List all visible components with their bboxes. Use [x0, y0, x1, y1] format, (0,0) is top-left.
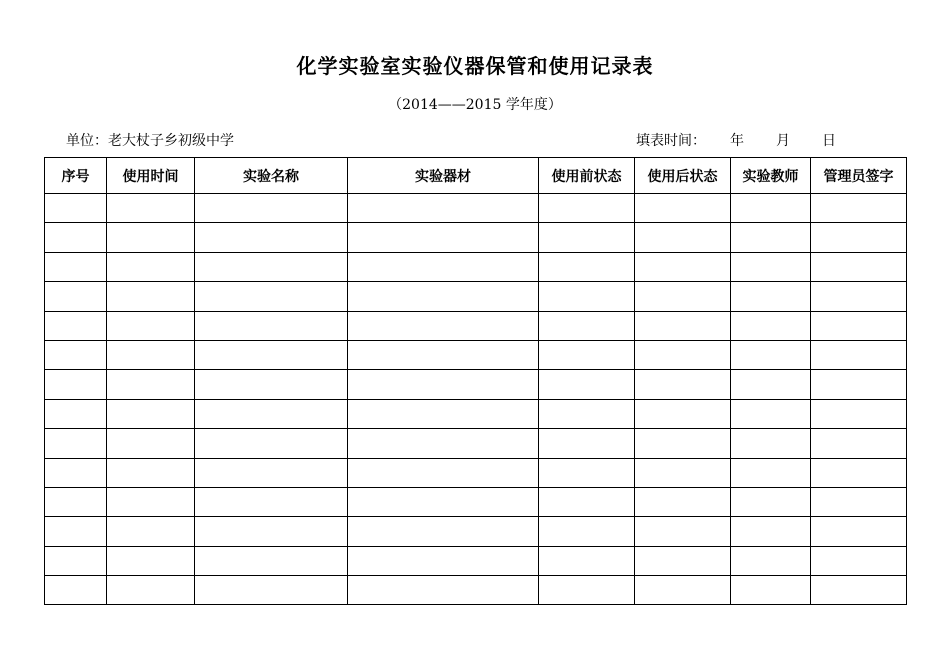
table-cell[interactable] [195, 487, 348, 516]
table-cell[interactable] [107, 487, 195, 516]
table-cell[interactable] [539, 282, 635, 311]
table-cell[interactable] [45, 429, 107, 458]
table-cell[interactable] [811, 252, 907, 281]
table-cell[interactable] [811, 517, 907, 546]
table-cell[interactable] [731, 370, 811, 399]
header-use-time: 使用时间 [107, 158, 195, 194]
table-cell[interactable] [539, 311, 635, 340]
table-cell[interactable] [539, 429, 635, 458]
table-cell[interactable] [731, 487, 811, 516]
table-cell[interactable] [539, 223, 635, 252]
table-cell[interactable] [731, 576, 811, 605]
table-cell[interactable] [107, 194, 195, 223]
header-teacher: 实验教师 [731, 158, 811, 194]
table-cell[interactable] [731, 429, 811, 458]
table-cell[interactable] [731, 252, 811, 281]
table-row [45, 282, 907, 311]
record-table [44, 157, 907, 605]
table-cell[interactable] [348, 311, 539, 340]
table-cell[interactable] [539, 458, 635, 487]
table-cell[interactable] [811, 458, 907, 487]
table-cell[interactable] [811, 311, 907, 340]
table-cell[interactable] [539, 252, 635, 281]
table-cell[interactable] [45, 252, 107, 281]
table-cell[interactable] [635, 487, 731, 516]
table-cell[interactable] [811, 340, 907, 369]
table-cell[interactable] [107, 311, 195, 340]
table-cell[interactable] [348, 517, 539, 546]
table-cell[interactable] [107, 223, 195, 252]
table-cell[interactable] [45, 311, 107, 340]
table-cell[interactable] [731, 458, 811, 487]
table-cell[interactable] [539, 399, 635, 428]
table-row [45, 458, 907, 487]
table-cell[interactable] [107, 340, 195, 369]
table-row [45, 487, 907, 516]
table-cell[interactable] [348, 340, 539, 369]
table-cell[interactable] [635, 340, 731, 369]
table-cell[interactable] [811, 429, 907, 458]
table-row [45, 311, 907, 340]
table-cell[interactable] [195, 517, 348, 546]
table-cell[interactable] [45, 517, 107, 546]
table-cell[interactable] [731, 399, 811, 428]
table-cell[interactable] [539, 370, 635, 399]
table-cell[interactable] [195, 311, 348, 340]
table-cell[interactable] [348, 458, 539, 487]
table-cell[interactable] [107, 546, 195, 575]
table-cell[interactable] [195, 252, 348, 281]
table-cell[interactable] [635, 546, 731, 575]
school-year: （2014——2015 学年度） [388, 97, 562, 113]
day-label: 日 [822, 133, 836, 149]
table-cell[interactable] [635, 399, 731, 428]
table-cell[interactable] [107, 576, 195, 605]
table-cell[interactable] [348, 487, 539, 516]
table-cell[interactable] [811, 194, 907, 223]
table-cell[interactable] [45, 458, 107, 487]
table-cell[interactable] [195, 429, 348, 458]
document-title: 化学实验室实验仪器保管和使用记录表 [296, 54, 654, 78]
table-cell[interactable] [45, 487, 107, 516]
table-cell[interactable] [731, 311, 811, 340]
table-cell[interactable] [348, 546, 539, 575]
table-row [45, 399, 907, 428]
table-cell[interactable] [348, 282, 539, 311]
table-cell[interactable] [811, 223, 907, 252]
header-admin-signature: 管理员签字 [811, 158, 907, 194]
table-cell[interactable] [107, 429, 195, 458]
table-cell[interactable] [195, 370, 348, 399]
table-cell[interactable] [195, 340, 348, 369]
table-row [45, 340, 907, 369]
table-cell[interactable] [635, 282, 731, 311]
unit-label: 单位：老大杖子乡初级中学 [66, 133, 234, 149]
table-cell[interactable] [731, 223, 811, 252]
table-cell[interactable] [731, 546, 811, 575]
table-cell[interactable] [45, 546, 107, 575]
table-cell[interactable] [45, 370, 107, 399]
table-cell[interactable] [195, 576, 348, 605]
table-cell[interactable] [635, 370, 731, 399]
table-cell[interactable] [195, 223, 348, 252]
table-cell[interactable] [635, 517, 731, 546]
table-cell[interactable] [811, 546, 907, 575]
table-cell[interactable] [731, 517, 811, 546]
table-cell[interactable] [811, 370, 907, 399]
table-cell[interactable] [731, 194, 811, 223]
table-cell[interactable] [635, 458, 731, 487]
table-cell[interactable] [635, 429, 731, 458]
table-cell[interactable] [348, 429, 539, 458]
header-equipment: 实验器材 [348, 158, 539, 194]
header-before-status: 使用前状态 [539, 158, 635, 194]
table-cell[interactable] [348, 223, 539, 252]
table-row [45, 194, 907, 223]
table-row [45, 223, 907, 252]
table-cell[interactable] [635, 311, 731, 340]
table-cell[interactable] [45, 194, 107, 223]
header-experiment-name: 实验名称 [195, 158, 348, 194]
table-row [45, 517, 907, 546]
header-after-status: 使用后状态 [635, 158, 731, 194]
table-cell[interactable] [107, 458, 195, 487]
month-label: 月 [776, 133, 790, 149]
table-cell[interactable] [635, 576, 731, 605]
fill-date-label: 填表时间： [636, 133, 706, 149]
table-cell[interactable] [107, 282, 195, 311]
table-cell[interactable] [45, 399, 107, 428]
table-cell[interactable] [811, 487, 907, 516]
table-cell[interactable] [635, 194, 731, 223]
table-cell[interactable] [348, 194, 539, 223]
table-cell[interactable] [195, 399, 348, 428]
table-cell[interactable] [195, 282, 348, 311]
table-cell[interactable] [348, 399, 539, 428]
table-cell[interactable] [45, 576, 107, 605]
year-label: 年 [730, 133, 744, 149]
table-cell[interactable] [539, 487, 635, 516]
table-cell[interactable] [45, 282, 107, 311]
table-cell[interactable] [195, 546, 348, 575]
table-cell[interactable] [348, 370, 539, 399]
table-cell[interactable] [348, 252, 539, 281]
table-cell[interactable] [731, 282, 811, 311]
table-cell[interactable] [811, 399, 907, 428]
table-cell[interactable] [195, 194, 348, 223]
table-cell[interactable] [731, 340, 811, 369]
table-cell[interactable] [107, 399, 195, 428]
table-row [45, 429, 907, 458]
table-cell[interactable] [539, 576, 635, 605]
table-row [45, 252, 907, 281]
header-row [45, 158, 907, 194]
fill-date [636, 130, 836, 150]
table-cell[interactable] [635, 223, 731, 252]
record-body [45, 194, 907, 605]
table-cell[interactable] [195, 458, 348, 487]
table-cell[interactable] [107, 517, 195, 546]
table-cell[interactable] [348, 576, 539, 605]
table-cell[interactable] [539, 194, 635, 223]
table-row [45, 546, 907, 575]
table-cell[interactable] [45, 223, 107, 252]
table-cell[interactable] [107, 370, 195, 399]
header-seq: 序号 [45, 158, 107, 194]
table-cell[interactable] [539, 517, 635, 546]
table-cell[interactable] [45, 340, 107, 369]
table-cell[interactable] [107, 252, 195, 281]
table-cell[interactable] [539, 546, 635, 575]
table-row [45, 576, 907, 605]
table-cell[interactable] [811, 282, 907, 311]
table-cell[interactable] [635, 252, 731, 281]
table-cell[interactable] [539, 340, 635, 369]
table-cell[interactable] [811, 576, 907, 605]
table-row [45, 370, 907, 399]
